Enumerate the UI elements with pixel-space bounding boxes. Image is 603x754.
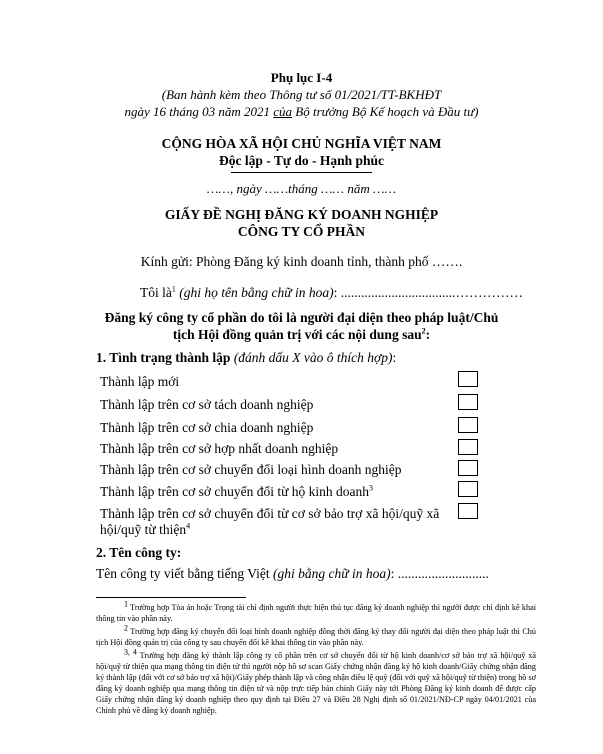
form-title-line-1: GIẤY ĐỀ NGHỊ ĐĂNG KÝ DOANH NGHIỆP xyxy=(164,207,439,222)
company-name-vn-hint: (ghi bằng chữ in hoa) xyxy=(273,566,391,581)
issued-line-2-post: Bộ trưởng Bộ Kế hoạch và Đầu tư) xyxy=(292,104,479,119)
declarant-hint: (ghi họ tên bằng chữ in hoa) xyxy=(179,285,334,300)
option-checkbox-social-fund[interactable] xyxy=(458,503,478,519)
issued-line-2-pre: ngày 16 tháng 03 năm 2021 xyxy=(124,104,274,119)
registration-line-2-colon: : xyxy=(425,327,431,342)
footnote-text: Trường hợp đăng ký thành lập công ty cổ phần trên cơ sở chuyển đổi từ hộ kinh doanh/cơ sở bảo trợ xã hội/quỹ xã hội/quỹ từ thiện qua mạng thông tin điện tử thì người nộp hồ sơ scan Giấy chứng nhận đăng ký hộ kinh doanh/Giấy chứng nhận đăng ký thành lập (đối với cơ sở bảo trợ xã hội)/Giấy phép thành lập và công nhận điều lệ quỹ (đối với quỹ xã hội/quỹ từ thiện) trong hồ sơ đăng ký doanh nghiệp qua mạng thông tin điện tử và nộp trực tiếp bản chính Giấy này tới Phòng Đăng ký kinh doanh để được cấp Giấy chứng nhận đăng ký doanh nghiệp theo quy định tại Điều 27 và Điều 28 Nghị định số 01/2021/NĐ-CP ngày 04/01/2021 của Chính phủ về đăng ký doanh nghiệp. xyxy=(96,651,537,715)
footnote-mark: 3, 4 xyxy=(124,647,137,657)
option-label: Thành lập mới xyxy=(100,374,180,389)
option-checkbox-divide[interactable] xyxy=(458,417,478,433)
option-checkbox-convert-type[interactable] xyxy=(458,460,478,476)
issued-line-1: (Ban hành kèm theo Thông tư số 01/2021/TT-BKHĐT xyxy=(161,87,442,102)
footnote-ref-2: 2 xyxy=(421,326,426,336)
registration-line-2 xyxy=(0,327,603,343)
option-label-cont xyxy=(100,522,190,538)
company-name-vn-label: Tên công ty viết bằng tiếng Việt xyxy=(96,566,270,581)
nation-name: CỘNG HÒA XÃ HỘI CHỦ NGHĨA VIỆT NAM xyxy=(161,136,442,151)
date-line: ……, ngày ……tháng …… năm …… xyxy=(206,181,397,196)
recipient-line: Kính gửi: Phòng Đăng ký kinh doanh tỉnh, thành phố ……. xyxy=(140,254,463,269)
footnote-ref-3: 3 xyxy=(369,483,374,493)
declarant-name-field[interactable]: : ..................................…………… xyxy=(333,285,523,300)
section-1-heading xyxy=(96,350,396,366)
footnote-mark: 1 xyxy=(124,599,128,609)
option-checkbox-new[interactable] xyxy=(458,371,478,387)
option-label-text: Thành lập trên cơ sở chuyển đổi từ hộ kinh doanh xyxy=(100,484,370,499)
section-1-hint: (đánh dấu X vào ô thích hợp) xyxy=(233,350,393,365)
option-label: Thành lập trên cơ sở chia doanh nghiệp xyxy=(100,420,314,435)
motto-underline xyxy=(231,172,372,173)
footnote-text: Trường hợp Tòa án hoặc Trọng tài chỉ định người thực hiện thủ tục đăng ký doanh nghiệp thì người được chỉ định kê khai thông tin vào phần này. xyxy=(96,603,536,623)
company-name-vn-line xyxy=(96,566,489,582)
issued-line-2-underlined: của xyxy=(273,104,293,119)
declarant-line xyxy=(140,285,523,301)
option-checkbox-merge[interactable] xyxy=(458,439,478,455)
option-label: Thành lập trên cơ sở chuyển đổi loại hình doanh nghiệp xyxy=(100,462,402,477)
section-1-title: 1. Tình trạng thành lập xyxy=(96,350,231,365)
option-checkbox-household[interactable] xyxy=(458,481,478,497)
registration-line-2-text: tịch Hội đồng quản trị với các nội dung sau xyxy=(172,327,422,342)
option-checkbox-split[interactable] xyxy=(458,394,478,410)
option-label-text: hội/quỹ từ thiện xyxy=(100,522,187,537)
section-1-colon: : xyxy=(392,350,397,365)
option-label: Thành lập trên cơ sở chuyển đổi từ cơ sở bảo trợ xã hội/quỹ xã xyxy=(100,506,440,521)
footnote-2 xyxy=(96,623,536,648)
form-title-line-2: CÔNG TY CỔ PHẦN xyxy=(237,224,366,239)
footnote-separator xyxy=(96,597,246,598)
option-label xyxy=(100,484,373,500)
company-name-vn-field[interactable]: : ........................... xyxy=(390,566,489,581)
footnote-ref-1: 1 xyxy=(171,284,176,294)
option-label: Thành lập trên cơ sở hợp nhất doanh nghiệp xyxy=(100,441,339,456)
footnote-3-4 xyxy=(96,647,537,716)
section-2-heading: 2. Tên công ty: xyxy=(96,545,182,560)
footnote-mark: 2 xyxy=(124,623,128,633)
footnote-text: Trường hợp đăng ký chuyển đổi loại hình doanh nghiệp đồng thời đăng ký thay đổi người đại diện theo pháp luật thì Chủ tịch Hội đồng quản trị của công ty sau chuyển đổi kê khai thông tin vào phần này. xyxy=(96,627,536,647)
footnote-ref-4: 4 xyxy=(186,521,191,531)
nation-motto: Độc lập - Tự do - Hạnh phúc xyxy=(218,153,385,168)
footnote-1 xyxy=(96,599,536,624)
issued-line-2 xyxy=(0,104,603,120)
registration-line-1: Đăng ký công ty cổ phần do tôi là người đại diện theo pháp luật/Chủ xyxy=(104,310,499,325)
option-label: Thành lập trên cơ sở tách doanh nghiệp xyxy=(100,397,314,412)
appendix-title: Phụ lục I-4 xyxy=(270,70,333,85)
declarant-prefix: Tôi là xyxy=(140,285,172,300)
